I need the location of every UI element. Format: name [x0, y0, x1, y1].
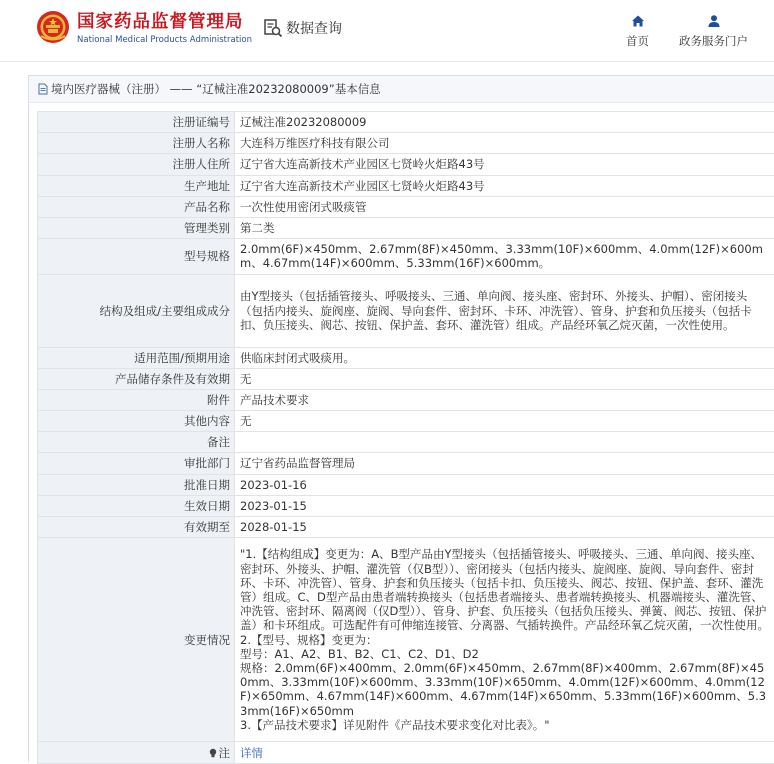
info-row: [38, 274, 774, 347]
row-value: 产品技术要求: [235, 390, 774, 411]
changes-line: 2.【型号、规格】变更为：: [240, 633, 769, 647]
changes-line: "1.【结构组成】变更为：A、B型产品由Y型接头（包括插管接头、呼吸接头、三通、单向阀、接头座、密封环、外接头、护帽、灌洗管（仅B型））、密闭接头（包括内接头、旋阀座、旋阀、导向套件、密封环、卡环、冲洗管）、管身、护套和负压接头（包括卡扣、负压接头、阀芯、按钮、保护盖、套环、灌洗管）组成。C、D型产品由患者端转换接头（包括患者端接头、患者端转换接头、机器端接头、灌洗管、冲洗管、密封环、隔离阀（仅D型））、管身、护套、负压接头（包括负压接头、弹簧、阀芯、按钮、保护盖）和卡环组成。可选配件有可伸缩连接管、分离器、气插转换件。产品经环氧乙烷灭菌，一次性使用。: [240, 547, 769, 632]
info-row: [38, 154, 774, 175]
changes-line: 3.【产品技术要求】详见附件《产品技术要求变化对比表》。": [240, 718, 769, 732]
row-value: 辽宁省大连高新技术产业园区七贤岭火炬路43号: [235, 154, 774, 175]
nav-service-label: 政务服务门户: [679, 33, 748, 49]
info-row: [38, 218, 774, 239]
changes-row: [38, 538, 774, 742]
info-row: [38, 196, 774, 217]
info-row: [38, 495, 774, 516]
row-label: 审批部门: [38, 453, 235, 474]
user-icon: [707, 14, 721, 28]
row-value: 2.0mm(6F)×450mm、2.67mm(8F)×450mm、3.33mm(10F)×600mm、4.0mm(12F)×600mm、4.67mm(14F)×600mm、5.33mm(16F)×600mm。: [235, 239, 774, 274]
row-label: 生产地址: [38, 175, 235, 196]
data-query-link[interactable]: [263, 18, 342, 38]
row-label: 其他内容: [38, 411, 235, 432]
data-query-label: 数据查询: [286, 18, 342, 38]
row-label: 型号规格: [38, 239, 235, 274]
brand-block[interactable]: [77, 12, 252, 45]
row-label: 产品储存条件及有效期: [38, 368, 235, 389]
row-label: 管理类别: [38, 218, 235, 239]
row-value: 辽械注准20232080009: [235, 112, 774, 133]
changes-line: 型号：A1、A2、B1、B2、C1、C2、D1、D2: [240, 647, 769, 661]
row-value: 辽宁省药品监督管理局: [235, 453, 774, 474]
row-value: 一次性使用密闭式吸痰管: [235, 196, 774, 217]
info-row: [38, 390, 774, 411]
row-value: 2028-01-15: [235, 517, 774, 538]
breadcrumb: [29, 76, 774, 103]
breadcrumb-text: 境内医疗器械（注册） —— “辽械注准20232080009”基本信息: [51, 76, 381, 103]
row-label: 批准日期: [38, 474, 235, 495]
national-emblem-logo: [36, 10, 70, 44]
nav-home-label: 首页: [626, 33, 649, 49]
changes-label: 变更情况: [38, 538, 235, 742]
row-value: 由Y型接头（包括插管接头、呼吸接头、三通、单向阀、接头座、密封环、外接头、护帽）、密闭接头（包括内接头、旋阀座、旋阀、导向套件、密封环、卡环、冲洗管）、管身、护套和负压接头（包括卡扣、负压接头、阀芯、按钮、保护盖、套环、灌洗管）组成。产品经环氧乙烷灭菌，一次性使用。: [235, 274, 774, 347]
note-row: [38, 742, 774, 764]
info-row: [38, 368, 774, 389]
data-query-icon: [263, 18, 283, 38]
row-value: 供临床封闭式吸痰用。: [235, 347, 774, 368]
info-row: [38, 133, 774, 154]
lightbulb-icon: [208, 748, 218, 758]
row-value: 2023-01-15: [235, 495, 774, 516]
row-value: 无: [235, 411, 774, 432]
info-row: [38, 347, 774, 368]
nav-home[interactable]: [626, 14, 649, 49]
row-label: 结构及组成/主要组成成分: [38, 274, 235, 347]
row-value: 大连科万维医疗科技有限公司: [235, 133, 774, 154]
info-row: [38, 112, 774, 133]
row-label: 产品名称: [38, 196, 235, 217]
info-row: [38, 239, 774, 274]
info-row: [38, 175, 774, 196]
row-label: 备注: [38, 432, 235, 453]
home-icon: [631, 14, 645, 28]
info-table: [37, 111, 774, 764]
nav-service-portal[interactable]: [679, 14, 748, 49]
row-label: 有效期至: [38, 517, 235, 538]
info-row: [38, 474, 774, 495]
changes-value: [235, 538, 774, 742]
info-row: [38, 411, 774, 432]
info-row: [38, 432, 774, 453]
brand-name-en: National Medical Products Administration: [77, 35, 252, 45]
note-value-cell: [235, 742, 774, 764]
info-row: [38, 517, 774, 538]
row-label: 生效日期: [38, 495, 235, 516]
row-value: 第二类: [235, 218, 774, 239]
row-label: 适用范围/预期用途: [38, 347, 235, 368]
document-icon: [37, 83, 49, 95]
note-label-cell: [38, 742, 235, 764]
details-link[interactable]: 详情: [240, 746, 263, 760]
row-value: 2023-01-16: [235, 474, 774, 495]
row-label: 注册人住所: [38, 154, 235, 175]
row-value: 无: [235, 368, 774, 389]
row-value: 辽宁省大连高新技术产业园区七贤岭火炬路43号: [235, 175, 774, 196]
row-label: 附件: [38, 390, 235, 411]
row-label: 注册证编号: [38, 112, 235, 133]
row-value: [235, 432, 774, 453]
changes-line: 规格：2.0mm(6F)×400mm、2.0mm(6F)×450mm、2.67mm(8F)×400mm、2.67mm(8F)×450mm、3.33mm(10F)×600mm、3.33mm(10F)×650mm、4.0mm(12F)×600mm、4.0mm(12F)×650mm、4.67mm(14F)×600mm、4.67mm(14F)×650mm、5.33mm(16F)×600mm、5.33mm(16F)×650mm: [240, 661, 769, 718]
site-header: [0, 0, 774, 62]
row-label: 注册人名称: [38, 133, 235, 154]
note-label: 注: [219, 746, 231, 760]
info-row: [38, 453, 774, 474]
brand-name-cn: 国家药品监督管理局: [77, 12, 252, 32]
